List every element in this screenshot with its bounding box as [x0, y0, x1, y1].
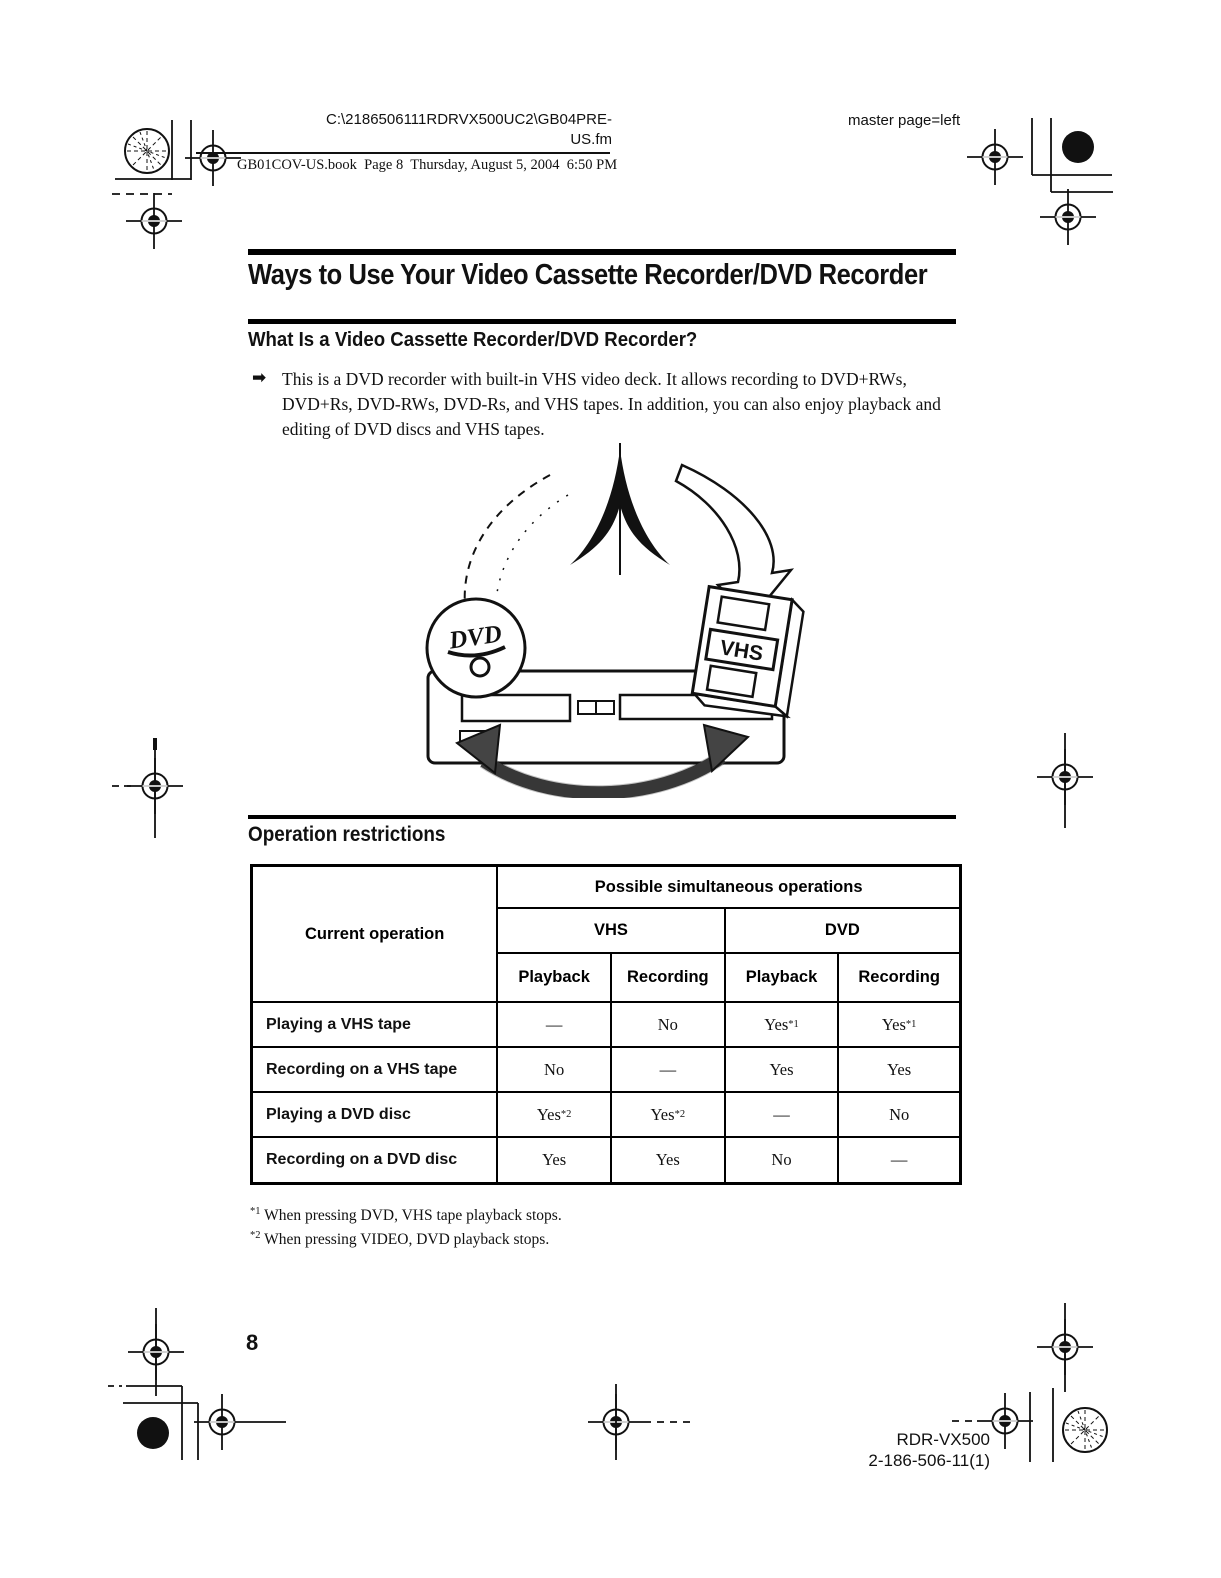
table-cell: Yes *2 — [612, 1093, 724, 1136]
table-row-label: Recording on a DVD disc — [253, 1138, 496, 1182]
footer-block — [700, 1429, 990, 1472]
slug-master-page: master page=left — [848, 112, 961, 129]
page-title: Ways to Use Your Video Cassette Recorder/DVD Recorder — [248, 259, 928, 291]
footnote: $^{*1}$ When pressing DVD, VHS tape playback stops. — [250, 1206, 562, 1225]
column-header-cell: Playback — [726, 954, 838, 1001]
antenna-icon — [570, 443, 670, 575]
footer-code: 2-186-506-11(1) — [868, 1451, 990, 1471]
registration-mark — [128, 1308, 184, 1396]
footnotes — [250, 1204, 562, 1252]
registration-mark — [588, 1384, 695, 1460]
registration-mark — [952, 1303, 1093, 1449]
corner-header-cell: Current operation — [253, 867, 496, 1001]
title-rule — [248, 249, 956, 255]
table-cell: — — [839, 1138, 959, 1182]
table-cell: Yes *2 — [498, 1093, 610, 1136]
table-cell: — — [612, 1048, 724, 1091]
color-wheel-icon — [1063, 1408, 1107, 1452]
table-cell: — — [498, 1003, 610, 1046]
group-header-cell: Possible simultaneous operations — [498, 867, 959, 907]
table-row-label: Playing a DVD disc — [253, 1093, 496, 1136]
vhs-label: VHS — [718, 636, 765, 666]
table-cell: No — [726, 1138, 838, 1182]
vhs-header-cell: VHS — [498, 909, 723, 952]
table-cell: No — [612, 1003, 724, 1046]
operations-table — [250, 864, 962, 1185]
section-rule — [248, 319, 956, 324]
slug-file-path-line2: US.fm — [570, 131, 612, 149]
dvd-header-cell: DVD — [726, 909, 959, 952]
table-cell: No — [498, 1048, 610, 1091]
slug-book-line: GB01COV-US.book Page 8 Thursday, August 5, 2004 6:50 PM — [237, 157, 618, 173]
footnote: $^{*2}$ When pressing VIDEO, DVD playback stops. — [250, 1230, 550, 1249]
crop-mark — [1030, 1388, 1053, 1462]
operation-restrictions-heading: Operation restrictions — [248, 823, 446, 846]
footer-model: RDR-VX500 — [896, 1430, 990, 1449]
table-cell: Yes *1 — [726, 1003, 838, 1046]
table-cell: Yes — [498, 1138, 610, 1182]
column-header-cell: Playback — [498, 954, 610, 1001]
table-row-label: Playing a VHS tape — [253, 1003, 496, 1046]
table-cell: No — [839, 1093, 959, 1136]
dvd-logo-label: DVD — [447, 620, 504, 655]
vhs-cassette-icon — [691, 587, 805, 719]
table-cell: Yes — [839, 1048, 959, 1091]
registration-mark — [194, 1394, 286, 1450]
slug-file-path-line1: C:\2186506111RDRVX500UC2\GB04PRE- — [326, 111, 612, 128]
column-header-cell: Recording — [839, 954, 959, 1001]
table-cell: Yes — [612, 1138, 724, 1182]
crop-mark — [112, 120, 191, 194]
table-row-label: Recording on a VHS tape — [253, 1048, 496, 1091]
ink-dot — [137, 1417, 169, 1449]
slug-file-path — [282, 110, 612, 151]
column-header-cell: Recording — [612, 954, 724, 1001]
section-heading: What Is a Video Cassette Recorder/DVD Recorder? — [248, 329, 698, 351]
recorder-illustration — [400, 443, 860, 798]
intro-paragraph: This is a DVD recorder with built-in VHS video deck. It allows recording to DVD+RWs, DVD+Rs, DVD-RWs, DVD-Rs, and VHS tapes. In addition, you can also enjoy playback and editing of DVD discs and VHS tapes. — [282, 369, 941, 439]
subsection-rule — [248, 815, 956, 819]
table-cell: Yes *1 — [839, 1003, 959, 1046]
color-wheel-icon — [125, 129, 169, 173]
ink-dot — [1062, 131, 1094, 163]
page-number: 8 — [246, 1330, 259, 1355]
dvd-disc-icon — [427, 599, 525, 697]
arrow-right-icon: ➡ — [252, 368, 267, 388]
slug-rule — [196, 152, 610, 154]
table-cell: Yes — [726, 1048, 838, 1091]
intro-paragraph-block — [252, 367, 968, 442]
table-cell: — — [726, 1093, 838, 1136]
